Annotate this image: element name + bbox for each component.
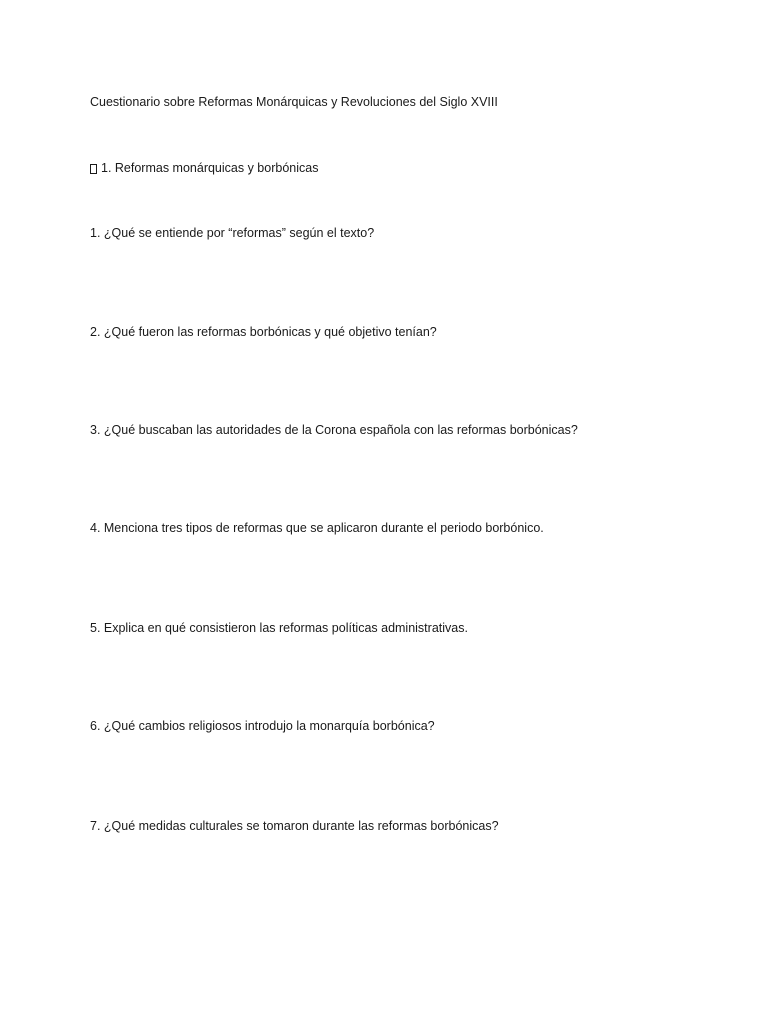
missing-glyph-icon — [90, 164, 97, 174]
question-7: 7. ¿Qué medidas culturales se tomaron durante las reformas borbónicas? — [90, 819, 499, 833]
question-6: 6. ¿Qué cambios religiosos introdujo la monarquía borbónica? — [90, 719, 435, 733]
question-5: 5. Explica en qué consistieron las reformas políticas administrativas. — [90, 621, 468, 635]
question-2: 2. ¿Qué fueron las reformas borbónicas y qué objetivo tenían? — [90, 325, 437, 339]
question-3: 3. ¿Qué buscaban las autoridades de la Corona española con las reformas borbónicas? — [90, 423, 578, 437]
document-title: Cuestionario sobre Reformas Monárquicas y Revoluciones del Siglo XVIII — [90, 95, 498, 109]
section-heading-text: 1. Reformas monárquicas y borbónicas — [101, 161, 319, 175]
section-heading — [90, 160, 318, 176]
question-1: 1. ¿Qué se entiende por “reformas” según el texto? — [90, 226, 375, 240]
question-4: 4. Menciona tres tipos de reformas que se aplicaron durante el periodo borbónico. — [90, 521, 544, 535]
